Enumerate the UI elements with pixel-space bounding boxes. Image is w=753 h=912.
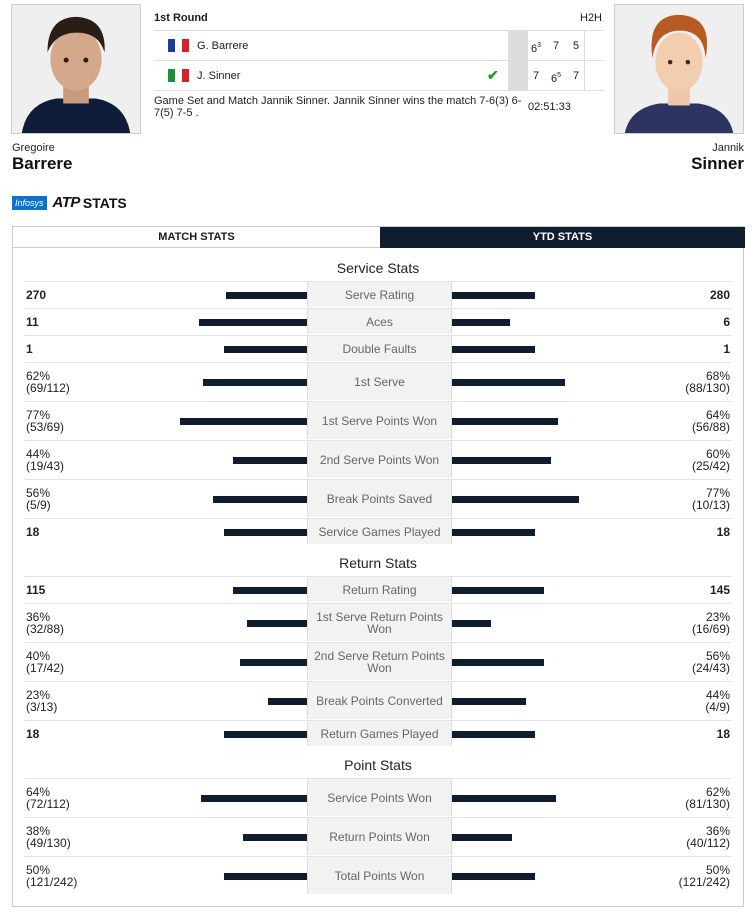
stat-row: [25, 362, 731, 400]
stat-right-bar: [452, 379, 565, 386]
stat-right-value: 1: [723, 342, 730, 356]
section-title-point: Point Stats: [344, 757, 412, 773]
stat-left-value: 270: [26, 288, 47, 302]
stat-right-detail: (56/88): [691, 420, 730, 434]
stat-left-value: 64%: [26, 785, 51, 799]
stat-right-detail: (81/130): [685, 797, 730, 811]
stat-left-detail: (17/42): [26, 661, 65, 675]
stat-label: Double Faults: [307, 336, 452, 361]
stat-label: Aces: [307, 309, 452, 334]
stat-label: 1st Serve: [307, 363, 452, 400]
divider: [584, 31, 585, 91]
stat-left-value: 44%: [26, 447, 51, 461]
stat-right-bar: [452, 698, 526, 705]
stat-left-bar: [243, 834, 307, 841]
stat-left-bar: [213, 496, 307, 503]
stat-left-bar: [180, 418, 307, 425]
stat-right-value: 18: [716, 727, 730, 741]
stat-left-value: 23%: [26, 688, 51, 702]
stat-right-detail: (4/9): [705, 700, 730, 714]
set-score: [566, 61, 586, 91]
stat-label: Serve Rating: [307, 282, 452, 307]
h2h-link[interactable]: H2H: [580, 12, 603, 24]
stat-left-value: 77%: [26, 408, 51, 422]
stat-right-value: 145: [709, 583, 730, 597]
set-score: [526, 31, 546, 61]
stat-row: [25, 856, 731, 894]
stat-label: 2nd Serve Points Won: [307, 441, 452, 478]
stat-label: Break Points Converted: [307, 682, 452, 719]
stat-left-value: 40%: [26, 649, 51, 663]
stat-left-bar: [199, 319, 307, 326]
stat-label: Return Rating: [307, 577, 452, 602]
stat-right-value: 18: [716, 525, 730, 539]
stat-left-bar: [247, 620, 307, 627]
stat-left-value: 1: [26, 342, 33, 356]
scoreboard-row-player2: [154, 61, 604, 91]
stat-right-detail: (88/130): [685, 381, 730, 395]
stat-left-detail: (53/69): [26, 420, 65, 434]
stat-left-value: 18: [26, 727, 40, 741]
stat-left-bar: [226, 292, 307, 299]
set-score-bg: [508, 61, 528, 91]
stat-right-value: 77%: [705, 486, 730, 500]
stat-left-detail: (32/88): [26, 622, 65, 636]
stat-label: 2nd Serve Return Points Won: [307, 643, 452, 680]
player1-short-name[interactable]: G. Barrere: [197, 40, 249, 52]
stat-right-bar: [452, 873, 535, 880]
stat-right-value: 62%: [705, 785, 730, 799]
stat-label: Break Points Saved: [307, 480, 452, 517]
stat-right-bar: [452, 496, 579, 503]
stat-right-bar: [452, 795, 556, 802]
stat-left-bar: [233, 457, 307, 464]
set3-score: 7: [572, 70, 580, 82]
stat-right-detail: (40/112): [686, 836, 730, 850]
stat-right-bar: [452, 346, 535, 353]
atp-logo: ATP: [52, 194, 80, 211]
stat-left-bar: [233, 587, 307, 594]
stat-label: 1st Serve Points Won: [307, 402, 452, 439]
stat-label: Return Points Won: [307, 818, 452, 855]
stat-right-value: 56%: [705, 649, 730, 663]
stat-right-bar: [452, 319, 510, 326]
stat-right-detail: (121/242): [678, 875, 730, 889]
stat-right-bar: [452, 418, 558, 425]
stat-right-bar: [452, 292, 535, 299]
stat-row: [25, 720, 731, 746]
italy-flag-icon: [168, 69, 189, 82]
match-duration: 02:51:33: [528, 101, 571, 113]
stat-right-bar: [452, 659, 544, 666]
stat-right-value: 23%: [705, 610, 730, 624]
stat-right-bar: [452, 587, 544, 594]
stat-right-detail: (24/43): [691, 661, 730, 675]
player1-first-name: Gregoire: [12, 142, 55, 154]
stat-left-bar: [224, 529, 307, 536]
player2-photo: [614, 4, 744, 134]
section-title-return: Return Stats: [339, 555, 417, 571]
stat-left-detail: (49/130): [26, 836, 71, 850]
stat-left-value: 18: [26, 525, 40, 539]
stat-label: Return Games Played: [307, 721, 452, 746]
set-score: [546, 61, 566, 91]
round-label: 1st Round: [154, 12, 208, 24]
stat-label: Service Games Played: [307, 519, 452, 544]
set-score: [566, 31, 586, 61]
set1-score: 6: [530, 43, 538, 55]
stat-row: [25, 681, 731, 719]
atp-stats-logo: [12, 194, 127, 211]
stat-left-value: 115: [26, 583, 46, 597]
set1-tiebreak: 3: [537, 42, 542, 49]
stat-right-value: 44%: [705, 688, 730, 702]
player1-photo: [11, 4, 141, 134]
player2-short-name[interactable]: J. Sinner: [197, 70, 241, 82]
stat-left-value: 50%: [26, 863, 51, 877]
stat-label: Total Points Won: [307, 857, 452, 894]
stat-row: [25, 817, 731, 855]
stat-left-detail: (5/9): [26, 498, 51, 512]
stat-right-detail: (10/13): [691, 498, 730, 512]
stat-right-bar: [452, 834, 512, 841]
stat-right-value: 6: [723, 315, 730, 329]
player2-last-name[interactable]: Sinner: [691, 154, 744, 173]
winner-check-icon: ✔: [487, 67, 499, 83]
stat-right-value: 64%: [705, 408, 730, 422]
stat-row: [25, 401, 731, 439]
infosys-logo: Infosys: [12, 196, 47, 210]
stat-row: [25, 576, 731, 602]
stat-left-bar: [240, 659, 307, 666]
stat-left-bar: [203, 379, 307, 386]
stats-label: STATS: [82, 194, 127, 211]
stat-left-value: 38%: [26, 824, 51, 838]
stat-left-value: 62%: [26, 369, 51, 383]
stat-left-bar: [268, 698, 307, 705]
stat-left-detail: (72/112): [26, 797, 70, 811]
stat-left-bar: [224, 346, 307, 353]
set2-tiebreak: 5: [557, 72, 562, 79]
stat-right-bar: [452, 529, 535, 536]
stat-left-value: 36%: [26, 610, 51, 624]
set3-score: 5: [572, 40, 580, 52]
stat-row: [25, 281, 731, 307]
tab-ytd-stats[interactable]: YTD STATS: [380, 227, 745, 248]
stat-row: [25, 308, 731, 334]
scoreboard: [154, 30, 604, 91]
stat-label: Service Points Won: [307, 779, 452, 816]
set2-score: 7: [552, 40, 560, 52]
stat-right-value: 36%: [705, 824, 730, 838]
stat-left-detail: (3/13): [26, 700, 58, 714]
stat-right-detail: (16/69): [691, 622, 730, 636]
stat-left-bar: [224, 873, 307, 880]
stat-left-value: 11: [26, 315, 39, 329]
stat-right-bar: [452, 457, 551, 464]
stat-right-value: 60%: [705, 447, 730, 461]
section-title-service: Service Stats: [336, 260, 420, 276]
stat-left-detail: (121/242): [26, 875, 78, 889]
player1-last-name[interactable]: Barrere: [12, 154, 73, 173]
stat-right-value: 280: [709, 288, 730, 302]
stat-row: [25, 479, 731, 517]
stat-right-bar: [452, 620, 491, 627]
set-score: [526, 61, 546, 91]
player2-first-name: Jannik: [712, 142, 744, 154]
match-summary: Game Set and Match Jannik Sinner. Jannik Sinner wins the match 7-6(3) 6-7(5) 7-5 .: [154, 95, 522, 119]
stat-row: [25, 778, 731, 816]
tab-match-stats[interactable]: MATCH STATS: [13, 227, 380, 248]
stat-right-detail: (25/42): [691, 459, 730, 473]
set-score: [546, 31, 566, 61]
stat-right-value: 50%: [705, 863, 730, 877]
set-score-bg: [508, 31, 528, 61]
stat-right-value: 68%: [705, 369, 730, 383]
stat-left-detail: (19/43): [26, 459, 65, 473]
stat-left-bar: [201, 795, 307, 802]
set2-score: 6: [550, 73, 558, 85]
stat-row: [25, 642, 731, 680]
scoreboard-row-player1: [154, 31, 604, 61]
stat-right-bar: [452, 731, 535, 738]
stat-row: [25, 518, 731, 544]
stats-panel: [12, 226, 744, 907]
france-flag-icon: [168, 39, 189, 52]
set1-score: 7: [532, 70, 540, 82]
stat-left-bar: [224, 731, 307, 738]
stat-left-detail: (69/112): [26, 381, 70, 395]
stat-row: [25, 440, 731, 478]
stat-left-value: 56%: [26, 486, 51, 500]
stat-row: [25, 335, 731, 361]
stat-row: [25, 603, 731, 641]
stat-label: 1st Serve Return Points Won: [307, 604, 452, 641]
